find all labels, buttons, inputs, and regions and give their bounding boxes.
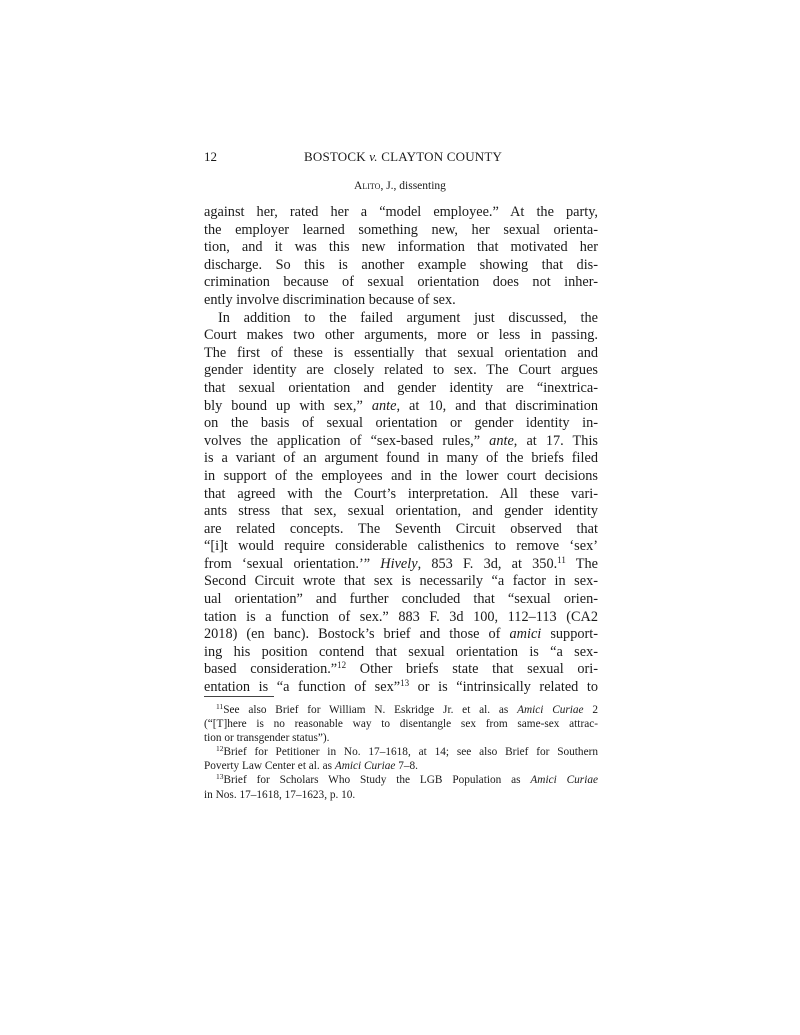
footnote-number: 12 (216, 744, 224, 754)
body-line (204, 556, 598, 574)
case-title-left: BOSTOCK (304, 149, 366, 164)
text-run: 2 (583, 704, 599, 716)
body-line: are related concepts. The Seventh Circuit observed that (204, 520, 598, 537)
text-run: bly bound up with sex,” (204, 397, 372, 414)
footnote-line: tion or transgender status”). (204, 732, 330, 745)
text-run: See also Brief for William N. Eskridge Jr. et al. as (223, 704, 518, 716)
body-line: crimination because of sexual orientation does not inher- (204, 274, 598, 291)
body-line (204, 661, 598, 679)
footnotes (204, 703, 598, 802)
text-run: 7–8. (395, 760, 418, 773)
footnote-line: in Nos. 17–1618, 17–1623, p. 10. (204, 788, 356, 801)
amici-term: amici (509, 626, 542, 643)
case-title-right: CLAYTON COUNTY (381, 149, 503, 164)
amici-curiae-term: Amici Curiae (517, 704, 584, 716)
body-line: Second Circuit wrote that sex is necessarily “a factor in sex- (204, 573, 598, 590)
text-run: , 853 F. 3d, at 350. (417, 555, 558, 572)
footnote-ref: 12 (337, 660, 347, 671)
body-line: ants stress that sex, sexual orientation, and gender identity (204, 503, 598, 520)
text-run: The (565, 555, 599, 572)
footnote-number: 11 (216, 702, 224, 711)
text-run: or is “intrinsically related to (409, 679, 599, 696)
opinion-author: Alito (354, 180, 381, 192)
body-line (204, 626, 598, 644)
footnote-ref: 13 (400, 678, 410, 689)
body-line: In addition to the failed argument just discussed, the (218, 309, 598, 326)
footnote-rule (204, 696, 274, 697)
case-title-v: v. (369, 149, 378, 164)
text-run: volves the application of “sex-based rules,” (204, 432, 490, 449)
text-run: Brief for Petitioner in No. 17–1618, at 14; see also Brief for Southern (223, 746, 598, 759)
body-text (204, 204, 598, 697)
opinion-label (0, 180, 800, 192)
text-run: Other briefs state that sexual ori- (346, 661, 598, 678)
amici-curiae-term: Amici Curiae (334, 760, 396, 773)
text-run: 2018) (en banc). Bostock’s brief and those of (204, 626, 510, 643)
text-run: support- (541, 626, 598, 643)
text-run: from ‘sexual orientation.’” (204, 555, 381, 572)
text-run: based consideration.” (204, 661, 338, 678)
body-line: that sexual orientation and gender identity are “inextrica- (204, 379, 598, 396)
body-line: Court makes two other arguments, more or less in passing. (204, 327, 598, 344)
body-line: “[i]t would require considerable calisthenics to remove ‘sex’ (204, 538, 598, 555)
footnote-line (204, 759, 598, 773)
body-line: ing his position contend that sexual orientation is “a sex- (204, 643, 598, 660)
body-line: is a variant of an argument found in many of the briefs filed (204, 450, 598, 467)
body-line: tion, and it was this new information that motivated her (204, 239, 598, 256)
body-line: that agreed with the Court’s interpretation. All these vari- (204, 485, 598, 502)
body-line (204, 398, 598, 416)
body-line: tation is a function of sex.” 883 F. 3d 100, 112–113 (CA2 (204, 608, 598, 625)
footnote-11 (204, 703, 598, 717)
body-line: against her, rated her a “model employee.” At the party, (204, 204, 598, 220)
text-run: Poverty Law Center et al. as (204, 760, 335, 773)
body-line (204, 679, 598, 697)
body-line (204, 433, 598, 451)
text-run: entation is “a function of sex” (204, 679, 401, 696)
footnote-line: (“[T]here is no reasonable way to disentangle sex from same-sex attrac- (204, 718, 598, 731)
footnote-ref: 11 (557, 554, 566, 565)
amici-curiae-term: Amici Curiae (530, 774, 598, 787)
footnote-12 (204, 745, 598, 759)
body-line: gender identity are closely related to sex. The Court argues (204, 362, 598, 379)
footnote-13 (204, 773, 598, 787)
body-line: ual orientation” and further concluded that “sexual orien- (204, 591, 598, 608)
case-name-hively: Hively (380, 555, 418, 572)
footnote-number: 13 (216, 772, 224, 782)
body-line: on the basis of sexual orientation or gender identity in- (204, 415, 598, 432)
body-line: discharge. So this is another example showing that dis- (204, 256, 598, 273)
body-line: the employer learned something new, her sexual orienta- (204, 221, 598, 238)
citation-ante: ante (371, 397, 397, 414)
text-run: , at 17. This (513, 432, 598, 449)
text-run: Brief for Scholars Who Study the LGB Population as (223, 774, 531, 787)
running-head-case-title (304, 149, 502, 165)
text-run: , at 10, and that discrimination (396, 397, 599, 414)
opinion-type: , J., dissenting (380, 180, 446, 192)
body-line: ently involve discrimination because of sex. (204, 291, 456, 308)
citation-ante: ante (489, 432, 514, 449)
body-line: The first of these is essentially that sexual orientation and (204, 344, 598, 361)
body-line: in support of the employees and in the lower court decisions (204, 467, 598, 484)
page-number: 12 (204, 149, 217, 164)
